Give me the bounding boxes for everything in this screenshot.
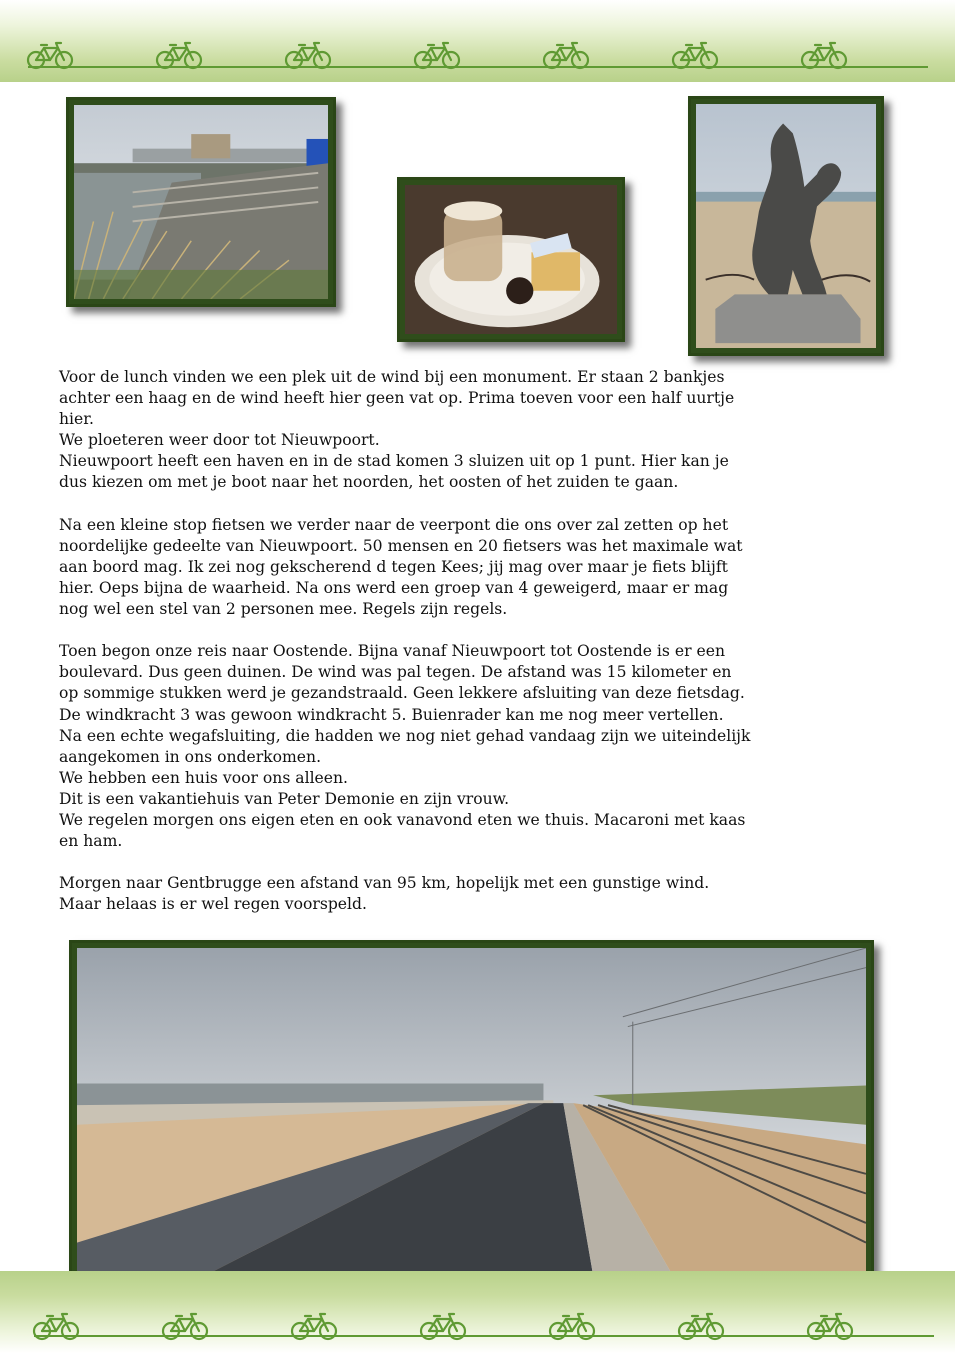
statue-image	[696, 104, 876, 348]
bicycle-icon	[677, 1311, 725, 1341]
photo-statue	[688, 96, 884, 356]
text-line: Toen begon onze reis naar Oostende. Bijna vanaf Nieuwpoort tot Oostende is er een	[59, 642, 726, 661]
coffee-image	[405, 185, 617, 334]
bicycle-icon	[419, 1311, 467, 1341]
bicycle-icon	[155, 40, 203, 70]
photo-boulevard	[69, 940, 874, 1283]
text-line: Na een echte wegafsluiting, die hadden we nog niet gehad vandaag zijn we uiteindelijk	[59, 726, 751, 745]
bicycle-icon	[800, 40, 848, 70]
text-line: boulevard. Dus geen duinen. De wind was pal tegen. De afstand was 15 kilometer en	[59, 663, 732, 682]
bicycle-icon	[542, 40, 590, 70]
text-line: Nieuwpoort heeft een haven en in de stad komen 3 sluizen uit op 1 punt. Hier kan je	[59, 452, 729, 471]
text-line: De windkracht 3 was gewoon windkracht 5. Buienrader kan me nog meer vertellen.	[59, 705, 724, 724]
bicycle-icon	[284, 40, 332, 70]
text-line: hier.	[59, 410, 94, 429]
paragraph-2	[59, 515, 849, 620]
bicycle-icon	[26, 40, 74, 70]
photo-coffee	[397, 177, 625, 342]
text-line: en ham.	[59, 832, 123, 851]
text-line: Morgen naar Gentbrugge een afstand van 95 km, hopelijk met een gunstige wind.	[59, 874, 710, 893]
text-line: Maar helaas is er wel regen voorspeld.	[59, 895, 367, 914]
text-line: noordelijke gedeelte van Nieuwpoort. 50 mensen en 20 fietsers was het maximale wat	[59, 536, 743, 555]
text-line: aan boord mag. Ik zei nog gekscherend d tegen Kees; jij mag over maar je fiets blijft	[59, 557, 728, 576]
paragraph-3	[59, 641, 849, 852]
text-line: We regelen morgen ons eigen eten en ook vanavond eten we thuis. Macaroni met kaas	[59, 810, 746, 829]
bicycle-icon	[161, 1311, 209, 1341]
footer-band	[0, 1271, 955, 1353]
paragraph-4	[59, 873, 849, 915]
bicycle-icon	[290, 1311, 338, 1341]
text-line: Dit is een vakantiehuis van Peter Demonie en zijn vrouw.	[59, 789, 510, 808]
text-line: nog wel een stel van 2 personen mee. Regels zijn regels.	[59, 600, 508, 619]
bicycle-icon	[671, 40, 719, 70]
story-text	[59, 367, 849, 937]
text-line: We hebben een huis voor ons alleen.	[59, 768, 349, 787]
text-line: op sommige stukken werd je gezandstraald. Geen lekkere afsluiting van deze fietsdag.	[59, 684, 745, 703]
text-line: Na een kleine stop fietsen we verder naar de veerpont die ons over zal zetten op het	[59, 515, 729, 534]
bicycle-icon	[806, 1311, 854, 1341]
boulevard-image	[77, 948, 866, 1275]
photo-bridge	[66, 97, 336, 307]
text-line: hier. Oeps bijna de waarheid. Na ons werd een groep van 4 geweigerd, maar er mag	[59, 578, 729, 597]
text-line: dus kiezen om met je boot naar het noorden, het oosten of het zuiden te gaan.	[59, 473, 679, 492]
text-line: achter een haag en de wind heeft hier geen vat op. Prima toeven voor een half uurtje	[59, 389, 735, 408]
text-line: Voor de lunch vinden we een plek uit de wind bij een monument. Er staan 2 bankjes	[59, 368, 725, 386]
header-band	[0, 0, 955, 82]
paragraph-1	[59, 367, 849, 494]
text-line: We ploeteren weer door tot Nieuwpoort.	[59, 431, 380, 450]
bicycle-icon	[413, 40, 461, 70]
bridge-image	[74, 105, 328, 299]
bicycle-icon	[32, 1311, 80, 1341]
bicycle-icon	[548, 1311, 596, 1341]
text-line: aangekomen in ons onderkomen.	[59, 747, 322, 766]
